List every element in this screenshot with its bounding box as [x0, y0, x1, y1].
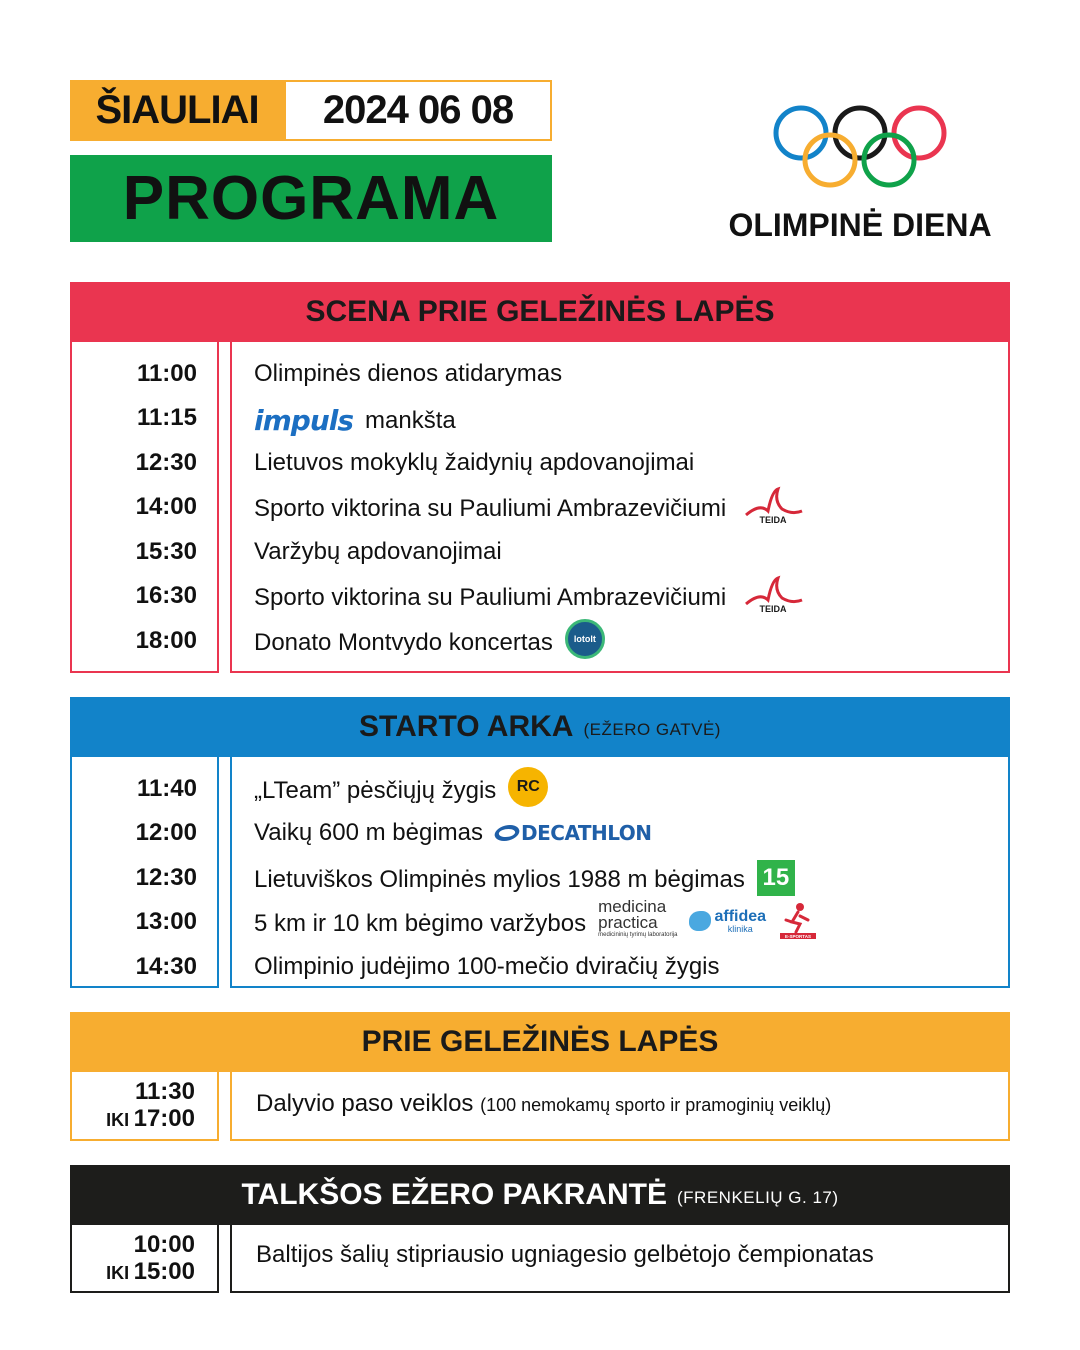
row-activity: Olimpinio judėjimo 100-mečio dviračių žygis: [254, 953, 720, 980]
mp-line-3: medicininių tyrimų laboratorija: [598, 932, 678, 938]
time-from: 10:00: [133, 1231, 195, 1258]
schedule-row: [70, 811, 1010, 855]
section-subtitle: (EŽERO GATVĖ): [583, 720, 721, 739]
decathlon-logo-text: DECATHLON: [521, 821, 652, 845]
medicina-practica-logo: [598, 899, 677, 939]
schedule-row: [70, 352, 1010, 396]
row-time: 13:00: [135, 908, 197, 935]
schedule-row: [70, 396, 1010, 440]
fifteen-logo: 15: [757, 860, 795, 896]
decathlon-swoosh-icon: [492, 825, 522, 841]
teida-logo-icon: [738, 485, 808, 525]
row-time: 15:30: [135, 538, 197, 565]
olympic-rings-icon: [772, 104, 948, 190]
schedule-row: [70, 619, 1010, 663]
mp-line-1: medicina: [598, 897, 667, 916]
row-activity: Varžybų apdovanojimai: [254, 538, 502, 565]
teida-logo-text: TEIDA: [759, 604, 787, 614]
section-title-text: PRIE GELEŽINĖS LAPĖS: [361, 1025, 719, 1058]
schedule-row: [70, 485, 1010, 529]
schedule-row: [70, 856, 1010, 900]
section-by-iron-fox: [70, 1012, 1010, 1141]
activity-column: [230, 1072, 1010, 1141]
program-title: PROGRAMA: [70, 155, 552, 242]
row-time: 12:30: [135, 449, 197, 476]
row-time: 11:40: [136, 775, 197, 802]
lotto-logo: lotolt: [565, 619, 605, 659]
date-label: 2024 06 08: [284, 80, 552, 141]
row-activity: „LTeam” pėsčiųjų žygis: [254, 777, 497, 804]
row-activity: Lietuviškos Olimpinės mylios 1988 m bėgimas: [254, 866, 745, 893]
row-time: 18:00: [135, 627, 197, 654]
row-time: 14:00: [135, 493, 197, 520]
time-range: [106, 1231, 195, 1288]
schedule-row: [70, 945, 1010, 989]
schedule-row: [70, 897, 1010, 944]
section-title-text: TALKŠOS EŽERO PAKRANTĖ: [241, 1178, 668, 1211]
affidea-blob-icon: [689, 911, 711, 931]
time-column: [70, 1225, 219, 1293]
affidea-text: affidea: [714, 908, 767, 925]
time-to: 17:00: [133, 1105, 195, 1132]
time-to: 15:00: [133, 1258, 195, 1285]
schedule-row: [70, 441, 1010, 485]
section-stage: [70, 282, 1010, 673]
row-activity: 5 km ir 10 km bėgimo varžybos: [254, 910, 587, 937]
activity-text: Baltijos šalių stipriausio ugniagesio gelbėtojo čempionatas: [256, 1241, 874, 1268]
activity-column: [230, 1225, 1010, 1293]
schedule-row: [70, 530, 1010, 574]
time-iki: IKI: [106, 1263, 130, 1283]
time-from: 11:30: [134, 1078, 195, 1105]
row-activity: Sporto viktorina su Pauliumi Ambrazevičiumi: [254, 495, 727, 522]
section-talksa-lake: [70, 1165, 1010, 1293]
affidea-logo: [689, 908, 766, 934]
row-activity: Olimpinės dienos atidarymas: [254, 360, 563, 387]
row-time: 11:15: [136, 404, 197, 431]
schedule-row: [70, 574, 1010, 618]
e-sportas-logo-icon: [778, 900, 818, 940]
row-activity: [256, 1090, 831, 1118]
section-title: [70, 1165, 1010, 1225]
section-title: [70, 697, 1010, 757]
e-sportas-text: E-SPORTAS: [785, 934, 812, 939]
section-title-text: STARTO ARKA: [359, 710, 574, 743]
row-time: 16:30: [135, 582, 197, 609]
section-start-arch: [70, 697, 1010, 988]
section-title: [70, 1012, 1010, 1072]
decathlon-logo: [495, 821, 652, 845]
activity-note: (100 nemokamų sporto ir pramoginių veiklų): [480, 1095, 832, 1115]
section-title: [70, 282, 1010, 342]
row-activity: Donato Montvydo koncertas: [254, 629, 553, 656]
olympic-day-label: OLIMPINĖ DIENA: [728, 207, 992, 243]
rc-logo: RC: [508, 767, 548, 807]
time-iki: IKI: [106, 1110, 130, 1130]
affidea-sub: klinika: [727, 924, 753, 934]
row-activity: Lietuvos mokyklų žaidynių apdovanojimai: [254, 449, 695, 476]
row-time: 12:00: [135, 819, 197, 846]
impuls-logo: impuls: [254, 404, 354, 437]
row-activity: mankšta: [365, 406, 456, 434]
row-time: 12:30: [135, 864, 197, 891]
mp-line-2: practica: [598, 913, 658, 932]
teida-logo-text: TEIDA: [759, 515, 787, 525]
section-title-text: SCENA PRIE GELEŽINĖS LAPĖS: [305, 295, 775, 328]
schedule-row: [70, 767, 1010, 811]
row-time: 14:30: [135, 953, 197, 980]
city-label: ŠIAULIAI: [70, 80, 284, 141]
row-time: 11:00: [136, 360, 197, 387]
row-activity: [256, 1241, 874, 1269]
time-column: [70, 1072, 219, 1141]
row-activity: Vaikų 600 m bėgimas: [254, 819, 484, 846]
row-activity: Sporto viktorina su Pauliumi Ambrazevičiumi: [254, 584, 727, 611]
activity-text: Dalyvio paso veiklos: [256, 1090, 474, 1117]
section-subtitle: (FRENKELIŲ G. 17): [677, 1188, 839, 1207]
time-range: [106, 1078, 195, 1135]
teida-logo-icon: [738, 574, 808, 614]
